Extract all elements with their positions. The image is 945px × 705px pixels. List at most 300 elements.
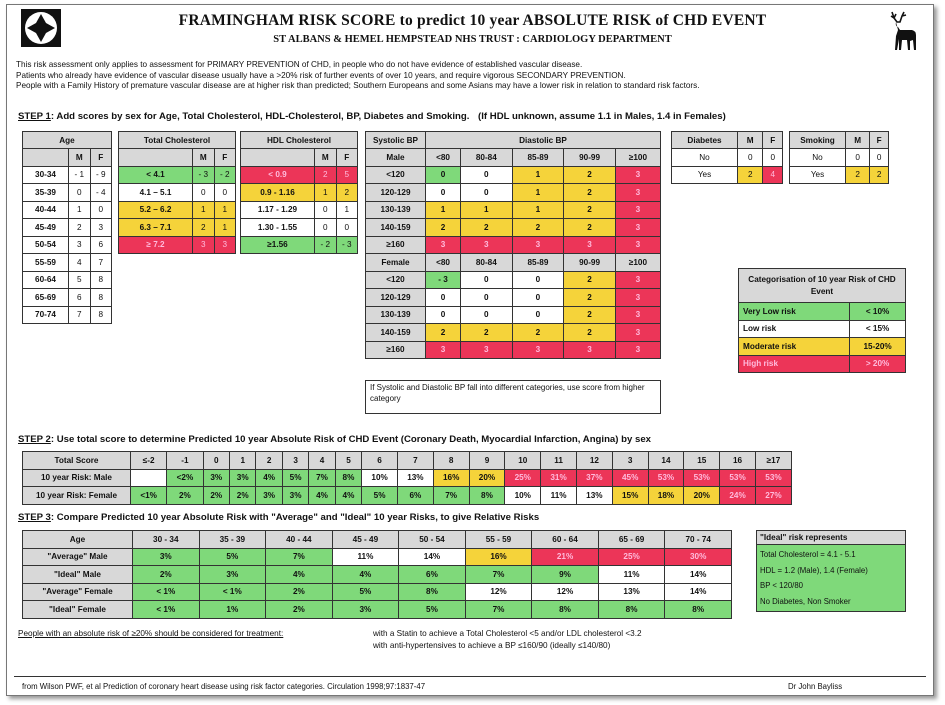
table-row: [23, 306, 112, 324]
bp-score: 2: [564, 184, 616, 202]
risk-cell: 18%: [648, 487, 684, 505]
risk-cell: ≤-2: [131, 452, 167, 470]
risk-cell: 15%: [612, 487, 648, 505]
table-row: [739, 355, 906, 373]
bp-score: 3: [564, 341, 616, 359]
age-m-header: M: [69, 149, 91, 167]
bp-sex-label: Male: [366, 149, 426, 167]
category-label: Low risk: [739, 320, 850, 338]
score-m: 0: [69, 184, 91, 202]
cholesterol-header: Total Cholesterol: [119, 132, 236, 149]
systolic-label: <120: [366, 271, 426, 289]
score-f: - 9: [90, 166, 112, 184]
score-m: 1: [315, 184, 337, 202]
diabetes-header: Diabetes: [672, 132, 738, 149]
risk-cell: 12: [576, 452, 612, 470]
bp-score: 1: [461, 201, 513, 219]
score-m: 5: [69, 271, 91, 289]
table-row: [241, 166, 358, 184]
risk-cell: 25%: [505, 469, 541, 487]
risk-cell: < 1%: [133, 601, 200, 619]
risk-cell: 7%: [309, 469, 335, 487]
score-f: 1: [214, 219, 236, 237]
row-label: "Average" Male: [23, 548, 133, 566]
bp-score: 3: [426, 341, 461, 359]
table-row: [739, 320, 906, 338]
risk-cell: 4%: [335, 487, 361, 505]
step3-label: STEP 3: [18, 512, 51, 523]
row-label: 50-54: [23, 236, 69, 254]
risk-cell: 16%: [433, 469, 469, 487]
row-label: 45-49: [23, 219, 69, 237]
risk-cell: 3%: [199, 566, 266, 584]
age-band: 45 - 49: [332, 531, 399, 549]
bp-score: 0: [426, 289, 461, 307]
bp-score: 2: [512, 324, 564, 342]
systolic-header: Systolic BP: [366, 132, 426, 149]
diastolic-col: 85-89: [512, 149, 564, 167]
risk-cell: 6%: [399, 566, 466, 584]
bp-score: - 3: [426, 271, 461, 289]
risk-cell: 53%: [755, 469, 791, 487]
intro-line: People with a Family History of premature vascular disease are at higher risk than predicted; Southern Europeans and some Asians may have a lower risk in relation to standard risk factors.: [16, 81, 700, 91]
diastolic-col: ≥100: [615, 149, 660, 167]
category-range: < 10%: [850, 303, 906, 321]
age-header: Age: [23, 132, 112, 149]
age-band: 40 - 44: [266, 531, 333, 549]
age-band: 35 - 39: [199, 531, 266, 549]
risk-cell: [131, 469, 167, 487]
smoking-no-m: 0: [846, 149, 870, 167]
row-label: 30-34: [23, 166, 69, 184]
row-label: "Ideal" Female: [23, 601, 133, 619]
risk-cell: ≥17: [755, 452, 791, 470]
score-f: 6: [90, 236, 112, 254]
risk-cell: 4%: [266, 566, 333, 584]
score-f: - 3: [336, 236, 358, 254]
risk-cell: 8%: [532, 601, 599, 619]
score-m: 0: [315, 219, 337, 237]
table-row: [119, 201, 236, 219]
score-m: 6: [69, 289, 91, 307]
smoking-m-header: M: [846, 132, 870, 149]
row-label: ≥ 7.2: [119, 236, 193, 254]
diabetes-f-header: F: [763, 132, 783, 149]
score-m: 4: [69, 254, 91, 272]
risk-cell: 7: [397, 452, 433, 470]
bp-score: 2: [564, 201, 616, 219]
systolic-label: <120: [366, 166, 426, 184]
bp-table: [365, 131, 661, 359]
risk-cell: 3%: [282, 487, 308, 505]
ideal-line: Total Cholesterol = 4.1 - 5.1: [760, 550, 856, 559]
risk-cell: 1: [230, 452, 256, 470]
step3-text: : Compare Predicted 10 year Absolute Risk with "Average" and "Ideal" 10 year Risks, to give Relative Risks: [50, 512, 540, 523]
diabetes-yes-m: 2: [738, 166, 763, 184]
step2-heading: [18, 434, 651, 445]
risk-cell: 3%: [133, 548, 200, 566]
score-f: 3: [90, 219, 112, 237]
diastolic-col: <80: [426, 254, 461, 272]
systolic-label: ≥160: [366, 341, 426, 359]
table-row: [241, 184, 358, 202]
score-m: 0: [315, 201, 337, 219]
row-label: 70-74: [23, 306, 69, 324]
row-label: 60-64: [23, 271, 69, 289]
risk-cell: 20%: [684, 487, 720, 505]
table-row: [366, 184, 661, 202]
score-f: 8: [90, 271, 112, 289]
risk-cell: 14%: [665, 583, 732, 601]
risk-cell: 8%: [469, 487, 505, 505]
age-table: [22, 131, 112, 324]
table-row: [23, 254, 112, 272]
table-row: [366, 306, 661, 324]
bp-score: 3: [615, 324, 660, 342]
risk-categorisation-table: [738, 268, 906, 373]
risk-cell: 6: [362, 452, 398, 470]
age-band: 30 - 34: [133, 531, 200, 549]
bp-score: 0: [512, 306, 564, 324]
risk-cell: 8: [433, 452, 469, 470]
bp-score: 0: [461, 184, 513, 202]
bp-score: 3: [615, 236, 660, 254]
age-band: 55 - 59: [465, 531, 532, 549]
bp-note: If Systolic and Diastolic BP fall into different categories, use score from higher category: [365, 380, 661, 414]
treatment-lead: People with an absolute risk of ≥20% should be considered for treatment:: [18, 629, 284, 638]
step1-note: (If HDL unknown, assume 1.1 in Males, 1.4 in Females): [478, 111, 726, 122]
risk-cell: 4%: [309, 487, 335, 505]
score-m: 7: [69, 306, 91, 324]
ideal-risk-box: [756, 530, 906, 612]
risk-cell: 53%: [684, 469, 720, 487]
diastolic-col: ≥100: [615, 254, 660, 272]
risk-cell: 5%: [332, 583, 399, 601]
bp-score: 3: [426, 236, 461, 254]
bp-score: 2: [564, 289, 616, 307]
table-row: [23, 219, 112, 237]
score-f: - 4: [90, 184, 112, 202]
bp-sex-label: Female: [366, 254, 426, 272]
step3-comparison-table: [22, 530, 732, 619]
score-m: 1: [69, 201, 91, 219]
row-label: 10 year Risk: Male: [23, 469, 131, 487]
risk-cell: 2%: [266, 583, 333, 601]
risk-cell: 8%: [335, 469, 361, 487]
risk-cell: 2%: [167, 487, 203, 505]
step2-risk-table: [22, 451, 792, 505]
risk-cell: 5%: [362, 487, 398, 505]
diabetes-no-m: 0: [738, 149, 763, 167]
risk-cell: 8%: [665, 601, 732, 619]
diastolic-col: 90-99: [564, 254, 616, 272]
risk-cell: 5%: [282, 469, 308, 487]
score-f: 3: [214, 236, 236, 254]
score-f: 1: [336, 201, 358, 219]
step1-text: : Add scores by sex for Age, Total Cholesterol, HDL-Cholesterol, BP, Diabetes and Smoking.: [50, 111, 470, 122]
risk-cell: 10: [505, 452, 541, 470]
score-m: - 2: [315, 236, 337, 254]
bp-score: 2: [461, 324, 513, 342]
step2-text: : Use total score to determine Predicted 10 year Absolute Risk of CHD Event (Coronary Death, Myocardial Infarction, Angina) by sex: [50, 434, 652, 445]
bp-score: 1: [512, 201, 564, 219]
diastolic-col: <80: [426, 149, 461, 167]
score-m: 2: [315, 166, 337, 184]
diastolic-col: 85-89: [512, 254, 564, 272]
bp-score: 2: [564, 166, 616, 184]
risk-cell: 3: [282, 452, 308, 470]
risk-cell: < 1%: [133, 583, 200, 601]
step1-label: STEP 1: [18, 111, 51, 122]
smoking-no: No: [790, 149, 846, 167]
table-row: [23, 601, 732, 619]
risk-cell: 27%: [755, 487, 791, 505]
risk-cell: 3%: [230, 469, 256, 487]
step2-label: STEP 2: [18, 434, 51, 445]
bp-score: 0: [512, 271, 564, 289]
ideal-line: HDL = 1.2 (Male), 1.4 (Female): [760, 565, 868, 575]
bp-score: 1: [512, 184, 564, 202]
category-label: Very Low risk: [739, 303, 850, 321]
table-row: [366, 236, 661, 254]
bp-score: 3: [615, 289, 660, 307]
table-row: [23, 452, 792, 470]
bp-score: 3: [615, 184, 660, 202]
score-f: 8: [90, 306, 112, 324]
bp-score: 3: [615, 341, 660, 359]
risk-cell: 13%: [598, 583, 665, 601]
table-row: [119, 166, 236, 184]
bp-score: 3: [461, 341, 513, 359]
risk-cell: 8%: [399, 583, 466, 601]
diabetes-no: No: [672, 149, 738, 167]
risk-cell: 5%: [399, 601, 466, 619]
row-label: 40-44: [23, 201, 69, 219]
bp-score: 2: [564, 219, 616, 237]
table-row: [739, 303, 906, 321]
smoking-f-header: F: [870, 132, 889, 149]
risk-cell: 3%: [256, 487, 282, 505]
diastolic-col: 80-84: [461, 254, 513, 272]
step3-heading: [18, 512, 539, 523]
row-label: < 4.1: [119, 166, 193, 184]
table-row: [366, 289, 661, 307]
age-f-header: F: [90, 149, 112, 167]
bp-score: 2: [426, 219, 461, 237]
bp-score: 3: [615, 201, 660, 219]
table-row: [119, 184, 236, 202]
risk-cell: 8%: [598, 601, 665, 619]
hdl-table: [240, 131, 358, 254]
category-range: < 15%: [850, 320, 906, 338]
score-m: 3: [193, 236, 215, 254]
score-m: 1: [193, 201, 215, 219]
table-row: [366, 341, 661, 359]
categorisation-title: Categorisation of 10 year Risk of CHD Event: [739, 269, 906, 303]
footer-source: from Wilson PWF, et al Prediction of coronary heart disease using risk factor categories. Circulation 1998;97:1837-47: [22, 682, 426, 691]
table-row: [23, 184, 112, 202]
risk-cell: -1: [167, 452, 203, 470]
risk-cell: 53%: [648, 469, 684, 487]
bp-score: 0: [426, 166, 461, 184]
bp-male-header-row: [366, 149, 661, 167]
bp-score: 3: [615, 219, 660, 237]
risk-cell: 20%: [469, 469, 505, 487]
risk-cell: 6%: [397, 487, 433, 505]
diastolic-col: 90-99: [564, 149, 616, 167]
bp-score: 0: [426, 306, 461, 324]
table-row: [366, 271, 661, 289]
bp-score: 1: [426, 201, 461, 219]
table-row: [366, 324, 661, 342]
ideal-risk-list: [757, 545, 905, 611]
intro-text: [16, 60, 928, 92]
table-row: [739, 338, 906, 356]
bp-score: 3: [461, 236, 513, 254]
footer-divider: [14, 676, 926, 677]
systolic-label: 130-139: [366, 306, 426, 324]
score-m: 3: [69, 236, 91, 254]
diastolic-col: 80-84: [461, 149, 513, 167]
risk-cell: 30%: [665, 548, 732, 566]
age-band: 65 - 69: [598, 531, 665, 549]
risk-cell: 11%: [598, 566, 665, 584]
row-label: 0.9 - 1.16: [241, 184, 315, 202]
row-label: 35-39: [23, 184, 69, 202]
row-label: 1.30 - 1.55: [241, 219, 315, 237]
bp-score: 2: [564, 271, 616, 289]
risk-cell: 2: [256, 452, 282, 470]
risk-cell: 5%: [199, 548, 266, 566]
risk-cell: 10%: [505, 487, 541, 505]
age-rows: [23, 166, 112, 324]
table-row: [23, 236, 112, 254]
systolic-label: 120-129: [366, 289, 426, 307]
risk-cell: 9: [469, 452, 505, 470]
systolic-label: 140-159: [366, 324, 426, 342]
table-row: [23, 166, 112, 184]
ideal-line: BP < 120/80: [760, 581, 803, 590]
risk-cell: 45%: [612, 469, 648, 487]
bp-score: 0: [461, 306, 513, 324]
risk-cell: 7%: [465, 601, 532, 619]
bp-score: 0: [512, 289, 564, 307]
risk-cell: 2%: [266, 601, 333, 619]
bp-score: 3: [615, 306, 660, 324]
intro-line: This risk assessment only applies to assessment for PRIMARY PREVENTION of CHD, in people who do not have evidence of established vascular disease.: [16, 60, 583, 69]
bp-score: 3: [512, 341, 564, 359]
table-row: [23, 469, 792, 487]
risk-cell: 13%: [397, 469, 433, 487]
risk-cell: 31%: [541, 469, 577, 487]
diastolic-header: Diastolic BP: [426, 132, 661, 149]
treatment-line-1: with a Statin to achieve a Total Cholesterol <5 and/or LDL cholesterol <3.2: [373, 629, 642, 638]
category-label: High risk: [739, 355, 850, 373]
score-m: - 1: [69, 166, 91, 184]
bp-score: 2: [461, 219, 513, 237]
step3-header-row: [23, 531, 732, 549]
score-m: - 3: [193, 166, 215, 184]
score-f: 0: [336, 219, 358, 237]
smoking-yes: Yes: [790, 166, 846, 184]
risk-cell: <2%: [167, 469, 203, 487]
bp-score: 3: [512, 236, 564, 254]
systolic-label: 130-139: [366, 201, 426, 219]
risk-cell: 9%: [532, 566, 599, 584]
bp-score: 3: [564, 236, 616, 254]
category-range: 15-20%: [850, 338, 906, 356]
risk-cell: 4: [309, 452, 335, 470]
footer-author: Dr John Bayliss: [788, 682, 843, 691]
row-label: Total Score: [23, 452, 131, 470]
table-row: [119, 236, 236, 254]
page-subtitle: ST ALBANS & HEMEL HEMPSTEAD NHS TRUST : CARDIOLOGY DEPARTMENT: [273, 34, 672, 45]
risk-cell: 2%: [203, 487, 229, 505]
table-row: [241, 236, 358, 254]
score-m: 2: [193, 219, 215, 237]
treatment-line-2: with anti-hypertensives to achieve a BP ≤160/90 (ideally ≤140/80): [373, 641, 611, 650]
table-row: [366, 201, 661, 219]
risk-cell: 14%: [399, 548, 466, 566]
table-row: [119, 219, 236, 237]
age-band: 50 - 54: [399, 531, 466, 549]
chol-f-header: F: [214, 149, 236, 167]
score-f: 5: [336, 166, 358, 184]
risk-cell: 15: [684, 452, 720, 470]
smoking-header: Smoking: [790, 132, 846, 149]
risk-cell: 14: [648, 452, 684, 470]
age-band: 70 - 74: [665, 531, 732, 549]
table-row: [23, 289, 112, 307]
step1-heading: [18, 111, 726, 122]
row-label: 1.17 - 1.29: [241, 201, 315, 219]
risk-cell: 2%: [133, 566, 200, 584]
row-label: 5.2 – 6.2: [119, 201, 193, 219]
chol-m-header: M: [193, 149, 215, 167]
score-m: 0: [193, 184, 215, 202]
intro-line: Patients who already have evidence of vascular disease usually have a >20% risk of further events of over 10 years, and require vigorous SECONDARY PREVENTION.: [16, 70, 626, 80]
bp-score: 3: [615, 166, 660, 184]
hdl-m-header: M: [315, 149, 337, 167]
table-row: [366, 219, 661, 237]
risk-cell: 11%: [541, 487, 577, 505]
page-title: FRAMINGHAM RISK SCORE to predict 10 year ABSOLUTE RISK of CHD EVENT: [178, 12, 767, 29]
bp-score: 0: [461, 271, 513, 289]
hdl-header: HDL Cholesterol: [241, 132, 358, 149]
risk-cell: 10%: [362, 469, 398, 487]
risk-cell: 3: [612, 452, 648, 470]
table-row: [23, 583, 732, 601]
age-label: Age: [23, 531, 133, 549]
risk-cell: 4%: [332, 566, 399, 584]
smoking-no-f: 0: [870, 149, 889, 167]
table-row: [23, 201, 112, 219]
row-label: 55-59: [23, 254, 69, 272]
category-range: > 20%: [850, 355, 906, 373]
risk-cell: 37%: [576, 469, 612, 487]
risk-cell: 7%: [433, 487, 469, 505]
age-band: 60 - 64: [532, 531, 599, 549]
risk-cell: < 1%: [199, 583, 266, 601]
risk-cell: <1%: [131, 487, 167, 505]
risk-cell: 14%: [665, 566, 732, 584]
score-m: 2: [69, 219, 91, 237]
row-label: 4.1 – 5.1: [119, 184, 193, 202]
diabetes-table: [671, 131, 783, 184]
risk-cell: 3%: [332, 601, 399, 619]
table-row: [366, 166, 661, 184]
risk-cell: 16: [720, 452, 756, 470]
